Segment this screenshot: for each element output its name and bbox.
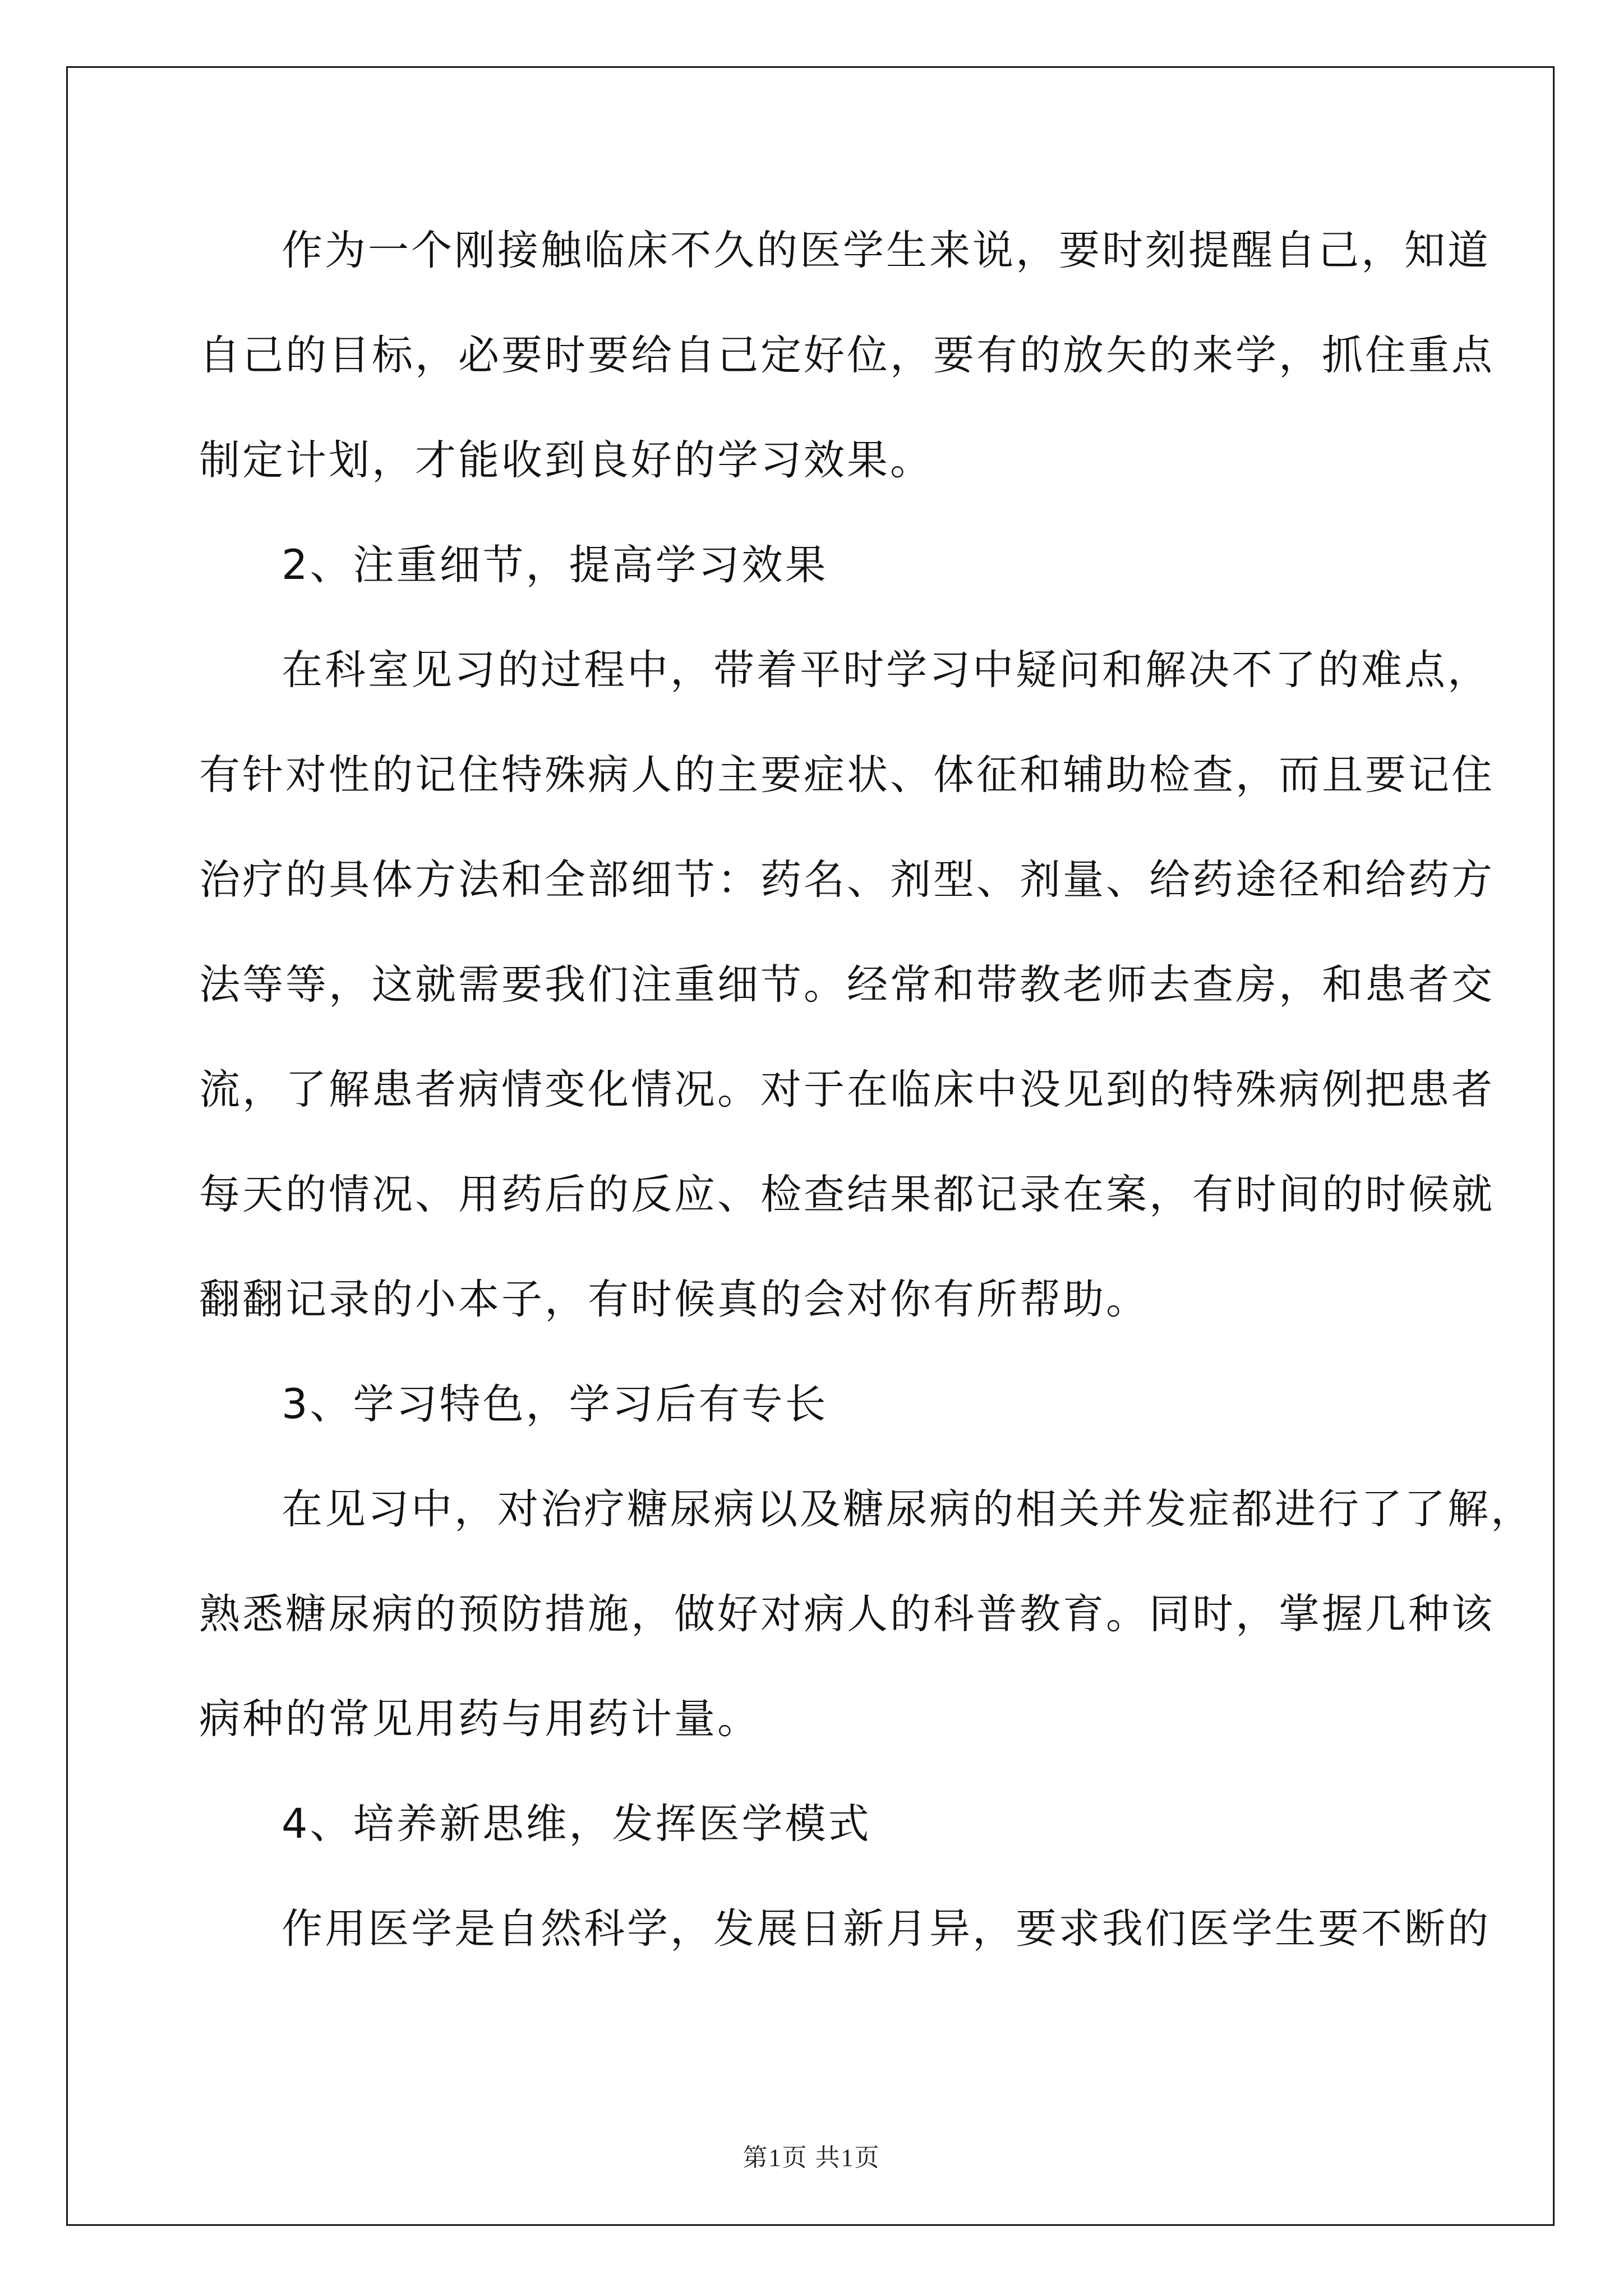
section-heading: 3、学习特色，学习后有专长: [282, 1381, 828, 1428]
text-line: 治疗的具体方法和全部细节：药名、剂型、剂量、给药途径和给药方: [199, 856, 1495, 904]
section-heading: 4、培养新思维，发挥医学模式: [282, 1800, 872, 1848]
text-line: 每天的情况、用药后的反应、检查结果都记录在案，有时间的时候就: [199, 1171, 1495, 1218]
text-line: 作用医学是自然科学，发展日新月异，要求我们医学生要不断的: [282, 1905, 1491, 1953]
text-line: 法等等，这就需要我们注重细节。经常和带教老师去查房，和患者交: [199, 961, 1495, 1009]
text-line: 流，了解患者病情变化情况。对于在临床中没见到的特殊病例把患者: [199, 1066, 1495, 1114]
text-line: 在科室见习的过程中，带着平时学习中疑问和解决不了的难点，: [282, 646, 1491, 694]
text-line: 在见习中，对治疗糖尿病以及糖尿病的相关并发症都进行了了解，: [282, 1485, 1534, 1533]
text-line: 有针对性的记住特殊病人的主要症状、体征和辅助检查，而且要记住: [199, 751, 1495, 799]
page-number-footer: 第1页 共1页: [743, 2144, 880, 2171]
document-body: [199, 198, 1534, 1981]
text-line: 病种的常见用药与用药计量。: [199, 1695, 760, 1743]
text-line: 作为一个刚接触临床不久的医学生来说，要时刻提醒自己，知道: [282, 227, 1491, 274]
text-line: 翻翻记录的小本子，有时候真的会对你有所帮助。: [199, 1276, 1149, 1323]
section-heading: 2、注重细节，提高学习效果: [282, 541, 828, 589]
text-line: 自己的目标，必要时要给自己定好位，要有的放矢的来学，抓住重点: [199, 332, 1495, 379]
text-line: 熟悉糖尿病的预防措施，做好对病人的科普教育。同时，掌握几种该: [199, 1590, 1495, 1638]
text-line: 制定计划，才能收到良好的学习效果。: [199, 436, 933, 484]
